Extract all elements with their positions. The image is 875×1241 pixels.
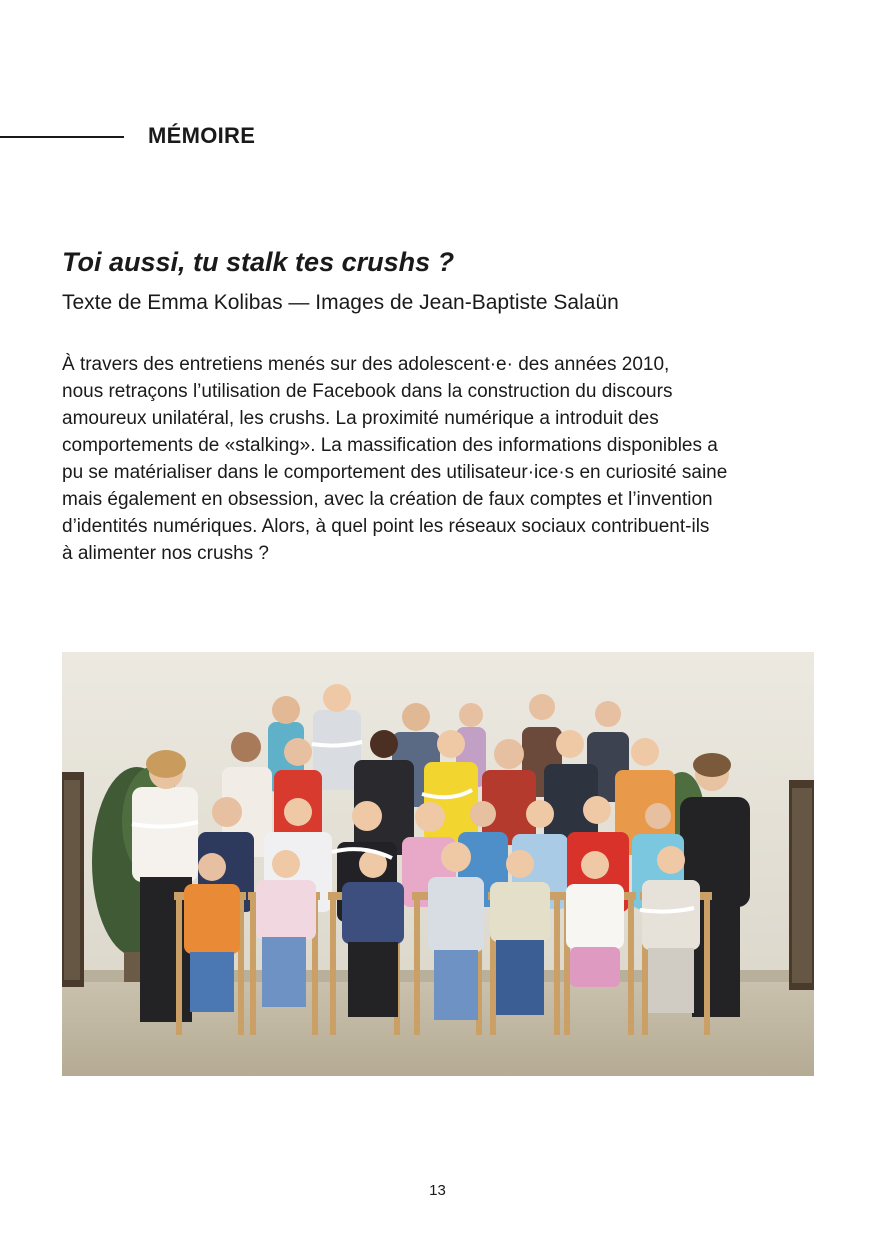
abstract-line: comportements de «stalking». La massification des informations disponibles a	[62, 435, 718, 456]
class-photo	[62, 652, 814, 1076]
article-abstract	[62, 351, 812, 567]
article-title: Toi aussi, tu stalk tes crushs ?	[62, 247, 455, 277]
abstract-line: mais également en obsession, avec la création de faux comptes et l’invention	[62, 489, 713, 510]
abstract-line: à alimenter nos crushs ?	[62, 543, 269, 564]
article-byline: Texte de Emma Kolibas — Images de Jean-Baptiste Salaün	[62, 291, 619, 314]
abstract-line: pu se matérialiser dans le comportement des utilisateur·ice·s en curiosité saine	[62, 462, 728, 483]
class-photo-illustration	[62, 652, 814, 1076]
abstract-line: nous retraçons l’utilisation de Facebook dans la construction du discours	[62, 381, 673, 402]
section-label: MÉMOIRE	[148, 123, 256, 148]
section-rule	[0, 136, 124, 138]
abstract-line: d’identités numériques. Alors, à quel point les réseaux sociaux contribuent-ils	[62, 516, 710, 537]
abstract-line: amoureux unilatéral, les crushs. La proximité numérique a introduit des	[62, 408, 659, 429]
page-number: 13	[429, 1182, 446, 1199]
abstract-line: À travers des entretiens menés sur des adolescent·e· des années 2010,	[62, 354, 670, 375]
